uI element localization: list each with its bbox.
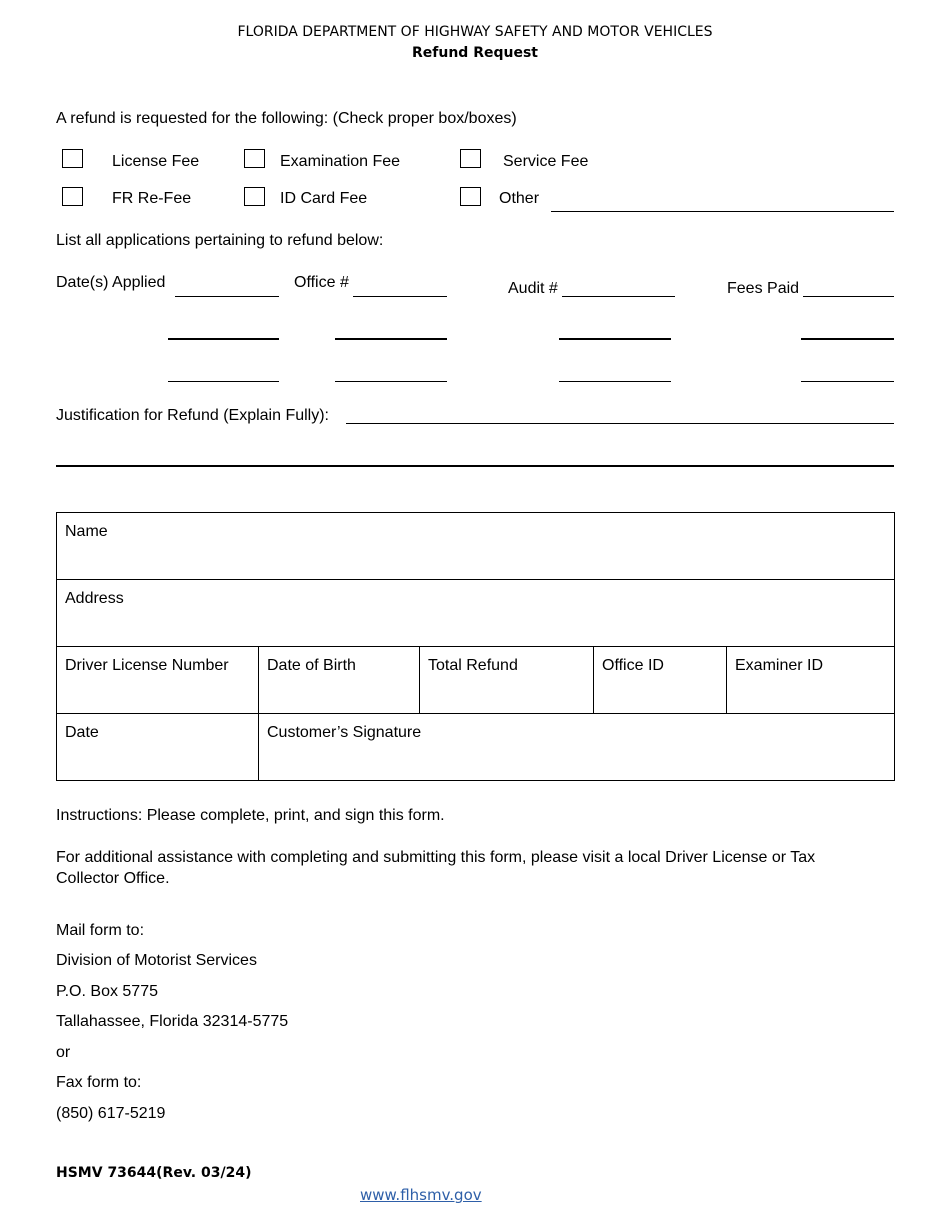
mail-city: Tallahassee, Florida 32314-5775 — [56, 1013, 289, 1030]
mail-heading: Mail form to: — [56, 922, 145, 939]
customer-signature-label: Customer’s Signature — [267, 724, 422, 741]
justification-line-2[interactable] — [56, 465, 894, 467]
audit-number-line-2[interactable] — [559, 338, 671, 340]
date-of-birth-field[interactable] — [259, 647, 420, 714]
date-of-birth-label: Date of Birth — [267, 657, 356, 674]
office-number-line-2[interactable] — [335, 338, 447, 340]
examiner-id-label: Examiner ID — [735, 657, 824, 674]
office-number-label: Office # — [294, 274, 349, 291]
form-number: HSMV 73644(Rev. 03/24) — [56, 1165, 252, 1181]
examination-fee-checkbox[interactable] — [244, 149, 265, 168]
applications-prompt: List all applications pertaining to refund below: — [56, 232, 384, 249]
license-fee-checkbox[interactable] — [62, 149, 83, 168]
website-link[interactable]: www.flhsmv.gov — [360, 1186, 482, 1204]
mail-or: or — [56, 1044, 71, 1061]
agency-name: FLORIDA DEPARTMENT OF HIGHWAY SAFETY AND MOTOR VEHICLES — [237, 24, 713, 40]
office-id-label: Office ID — [602, 657, 664, 674]
date-applied-line-1[interactable] — [175, 296, 279, 297]
justification-line-1[interactable] — [346, 423, 894, 424]
audit-number-label: Audit # — [508, 280, 558, 297]
form-title: Refund Request — [412, 45, 538, 61]
fees-paid-line-3[interactable] — [801, 381, 894, 382]
office-number-line-1[interactable] — [353, 296, 447, 297]
fees-paid-line-1[interactable] — [803, 296, 894, 297]
examination-fee-label: Examination Fee — [280, 153, 401, 170]
date-applied-label: Date(s) Applied — [56, 274, 166, 291]
fr-re-fee-checkbox[interactable] — [62, 187, 83, 206]
justification-label: Justification for Refund (Explain Fully): — [56, 407, 329, 424]
id-card-fee-label: ID Card Fee — [280, 190, 368, 207]
id-card-fee-checkbox[interactable] — [244, 187, 265, 206]
assistance-text-line-1: For additional assistance with completing and submitting this form, please visit a local Driver License or Tax — [56, 849, 816, 866]
date-applied-line-2[interactable] — [168, 338, 279, 340]
mail-po-box: P.O. Box 5775 — [56, 983, 158, 1000]
fax-heading: Fax form to: — [56, 1074, 142, 1091]
examiner-id-field[interactable] — [727, 647, 895, 714]
date-applied-line-3[interactable] — [168, 381, 279, 382]
fees-paid-line-2[interactable] — [801, 338, 894, 340]
other-label: Other — [499, 190, 540, 207]
fees-paid-label: Fees Paid — [727, 280, 800, 297]
address-field[interactable] — [57, 580, 895, 647]
audit-number-line-1[interactable] — [562, 296, 675, 297]
service-fee-label: Service Fee — [503, 153, 589, 170]
instructions-text: Instructions: Please complete, print, and sign this form. — [56, 807, 445, 824]
office-number-line-3[interactable] — [335, 381, 447, 382]
mail-division: Division of Motorist Services — [56, 952, 257, 969]
other-checkbox[interactable] — [460, 187, 481, 206]
total-refund-label: Total Refund — [428, 657, 518, 674]
date-label: Date — [65, 724, 99, 741]
applicant-info-table — [56, 512, 895, 781]
assistance-text-line-2: Collector Office. — [56, 870, 170, 887]
driver-license-number-label: Driver License Number — [65, 657, 229, 674]
name-label: Name — [65, 523, 108, 540]
refund-prompt: A refund is requested for the following: (Check proper box/boxes) — [56, 110, 517, 127]
address-label: Address — [65, 590, 124, 607]
total-refund-field[interactable] — [420, 647, 594, 714]
customer-signature-field[interactable] — [259, 714, 895, 781]
fr-re-fee-label: FR Re-Fee — [112, 190, 192, 207]
driver-license-number-field[interactable] — [57, 647, 259, 714]
date-field[interactable] — [57, 714, 259, 781]
audit-number-line-3[interactable] — [559, 381, 671, 382]
other-input-line[interactable] — [551, 211, 894, 212]
fax-number: (850) 617-5219 — [56, 1105, 166, 1122]
license-fee-label: License Fee — [112, 153, 200, 170]
name-field[interactable] — [57, 513, 895, 580]
office-id-field[interactable] — [594, 647, 727, 714]
service-fee-checkbox[interactable] — [460, 149, 481, 168]
